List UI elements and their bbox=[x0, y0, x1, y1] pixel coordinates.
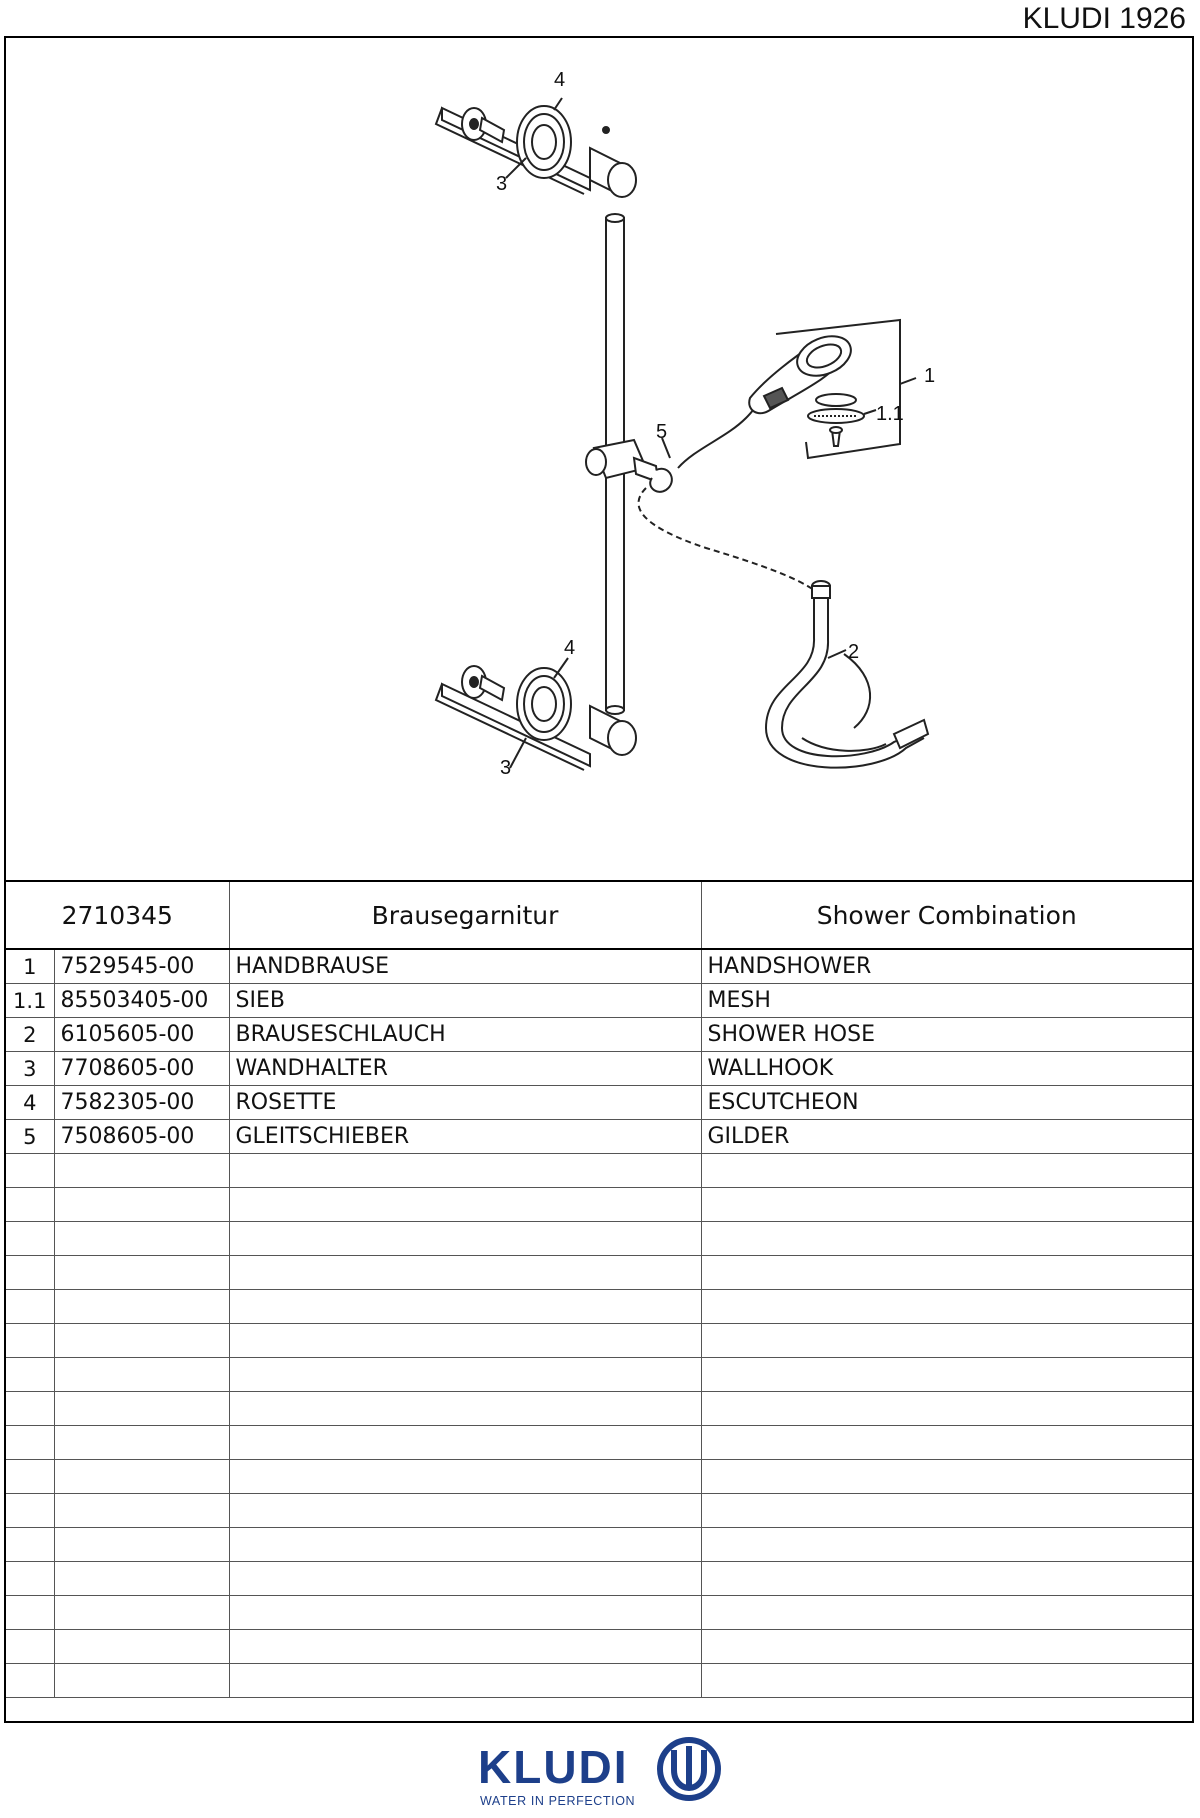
parts-table bbox=[6, 880, 1192, 1698]
item-name-de: WANDHALTER bbox=[229, 1052, 701, 1086]
empty-cell bbox=[229, 1562, 701, 1596]
callout-4-top: 4 bbox=[554, 69, 566, 91]
empty-cell bbox=[229, 1528, 701, 1562]
empty-cell bbox=[6, 1154, 54, 1188]
empty-cell bbox=[701, 1154, 1192, 1188]
callout-4-bottom: 4 bbox=[564, 637, 576, 659]
top-wallhook-icon bbox=[590, 127, 636, 197]
table-row bbox=[6, 1052, 1192, 1086]
empty-cell bbox=[701, 1290, 1192, 1324]
table-row bbox=[6, 949, 1192, 984]
empty-cell bbox=[6, 1562, 54, 1596]
empty-cell bbox=[701, 1188, 1192, 1222]
empty-cell bbox=[229, 1256, 701, 1290]
item-name-de: ROSETTE bbox=[229, 1086, 701, 1120]
document-title: KLUDI 1926 bbox=[1022, 2, 1186, 35]
table-row bbox=[6, 1086, 1192, 1120]
empty-cell bbox=[701, 1324, 1192, 1358]
empty-table-row bbox=[6, 1630, 1192, 1664]
empty-cell bbox=[701, 1256, 1192, 1290]
empty-table-row bbox=[6, 1256, 1192, 1290]
empty-cell bbox=[54, 1256, 229, 1290]
item-number: 7582305-00 bbox=[54, 1086, 229, 1120]
item-name-en: ESCUTCHEON bbox=[701, 1086, 1192, 1120]
empty-cell bbox=[54, 1528, 229, 1562]
mesh-icon bbox=[808, 394, 864, 446]
empty-cell bbox=[6, 1358, 54, 1392]
empty-cell bbox=[54, 1290, 229, 1324]
table-row bbox=[6, 1120, 1192, 1154]
product-name-de: Brausegarnitur bbox=[229, 881, 701, 949]
item-number: 85503405-00 bbox=[54, 984, 229, 1018]
item-name-de: GLEITSCHIEBER bbox=[229, 1120, 701, 1154]
empty-cell bbox=[54, 1494, 229, 1528]
callout-3-bottom: 3 bbox=[500, 757, 512, 779]
item-position: 2 bbox=[6, 1018, 54, 1052]
empty-cell bbox=[229, 1188, 701, 1222]
kludi-logo bbox=[478, 1736, 728, 1816]
logo-tagline: WATER IN PERFECTION bbox=[480, 1794, 636, 1808]
parts-table-header bbox=[6, 881, 1192, 949]
empty-cell bbox=[6, 1494, 54, 1528]
empty-cell bbox=[54, 1630, 229, 1664]
item-name-en: SHOWER HOSE bbox=[701, 1018, 1192, 1052]
empty-table-row bbox=[6, 1426, 1192, 1460]
item-number: 7708605-00 bbox=[54, 1052, 229, 1086]
exploded-view-drawing bbox=[6, 38, 1192, 880]
empty-cell bbox=[229, 1494, 701, 1528]
empty-table-row bbox=[6, 1392, 1192, 1426]
empty-cell bbox=[54, 1358, 229, 1392]
empty-cell bbox=[701, 1460, 1192, 1494]
empty-cell bbox=[229, 1664, 701, 1698]
item-name-de: HANDBRAUSE bbox=[229, 949, 701, 984]
empty-cell bbox=[701, 1664, 1192, 1698]
item-name-de: BRAUSESCHLAUCH bbox=[229, 1018, 701, 1052]
item-position: 1 bbox=[6, 949, 54, 984]
empty-cell bbox=[6, 1222, 54, 1256]
empty-cell bbox=[701, 1494, 1192, 1528]
empty-cell bbox=[54, 1562, 229, 1596]
bottom-rosette-icon bbox=[517, 668, 571, 740]
empty-table-row bbox=[6, 1358, 1192, 1392]
empty-cell bbox=[701, 1426, 1192, 1460]
item-name-en: HANDSHOWER bbox=[701, 949, 1192, 984]
item-position: 5 bbox=[6, 1120, 54, 1154]
empty-cell bbox=[6, 1256, 54, 1290]
empty-cell bbox=[54, 1460, 229, 1494]
empty-cell bbox=[229, 1358, 701, 1392]
empty-table-row bbox=[6, 1290, 1192, 1324]
empty-table-row bbox=[6, 1528, 1192, 1562]
empty-cell bbox=[6, 1392, 54, 1426]
empty-cell bbox=[6, 1460, 54, 1494]
article-number: 2710345 bbox=[6, 881, 229, 949]
empty-cell bbox=[229, 1222, 701, 1256]
empty-table-row bbox=[6, 1664, 1192, 1698]
top-rosette-icon bbox=[517, 106, 571, 178]
item-position: 3 bbox=[6, 1052, 54, 1086]
callout-3-top: 3 bbox=[496, 173, 508, 195]
callout-5: 5 bbox=[656, 421, 668, 443]
empty-cell bbox=[701, 1562, 1192, 1596]
empty-cell bbox=[54, 1222, 229, 1256]
item-number: 7529545-00 bbox=[54, 949, 229, 984]
empty-cell bbox=[229, 1392, 701, 1426]
empty-cell bbox=[54, 1154, 229, 1188]
empty-cell bbox=[229, 1596, 701, 1630]
exploded-view-svg bbox=[6, 38, 1192, 880]
item-name-en: WALLHOOK bbox=[701, 1052, 1192, 1086]
logo-wordmark: KLUDI bbox=[478, 1741, 629, 1793]
empty-cell bbox=[54, 1392, 229, 1426]
table-row bbox=[6, 984, 1192, 1018]
bottom-wall-mount-icon bbox=[462, 666, 504, 700]
empty-cell bbox=[6, 1426, 54, 1460]
shower-hose-icon bbox=[766, 581, 928, 768]
empty-cell bbox=[701, 1528, 1192, 1562]
empty-cell bbox=[54, 1324, 229, 1358]
empty-cell bbox=[229, 1324, 701, 1358]
item-name-de: SIEB bbox=[229, 984, 701, 1018]
empty-cell bbox=[6, 1596, 54, 1630]
empty-cell bbox=[6, 1290, 54, 1324]
empty-table-row bbox=[6, 1188, 1192, 1222]
product-name-en: Shower Combination bbox=[701, 881, 1192, 949]
empty-table-row bbox=[6, 1154, 1192, 1188]
empty-cell bbox=[229, 1290, 701, 1324]
table-row bbox=[6, 1018, 1192, 1052]
empty-cell bbox=[701, 1596, 1192, 1630]
empty-table-row bbox=[6, 1494, 1192, 1528]
empty-cell bbox=[229, 1426, 701, 1460]
drawing-frame bbox=[4, 36, 1194, 1723]
empty-table-row bbox=[6, 1562, 1192, 1596]
empty-table-row bbox=[6, 1596, 1192, 1630]
item-name-en: MESH bbox=[701, 984, 1192, 1018]
empty-cell bbox=[701, 1392, 1192, 1426]
empty-cell bbox=[229, 1460, 701, 1494]
empty-cell bbox=[54, 1664, 229, 1698]
empty-cell bbox=[6, 1630, 54, 1664]
empty-table-row bbox=[6, 1460, 1192, 1494]
top-wall-mount-icon bbox=[462, 108, 504, 142]
item-number: 6105605-00 bbox=[54, 1018, 229, 1052]
empty-cell bbox=[54, 1596, 229, 1630]
handshower-group bbox=[749, 320, 900, 458]
empty-cell bbox=[229, 1154, 701, 1188]
item-number: 7508605-00 bbox=[54, 1120, 229, 1154]
callout-1-1: 1.1 bbox=[876, 403, 904, 425]
empty-table-row bbox=[6, 1324, 1192, 1358]
empty-cell bbox=[54, 1188, 229, 1222]
item-name-en: GILDER bbox=[701, 1120, 1192, 1154]
callout-1: 1 bbox=[924, 365, 936, 387]
item-position: 1.1 bbox=[6, 984, 54, 1018]
empty-cell bbox=[6, 1528, 54, 1562]
empty-cell bbox=[54, 1426, 229, 1460]
top-bracket-group bbox=[436, 106, 636, 197]
kludi-emblem-icon bbox=[656, 1736, 722, 1802]
empty-cell bbox=[701, 1358, 1192, 1392]
empty-cell bbox=[229, 1630, 701, 1664]
item-position: 4 bbox=[6, 1086, 54, 1120]
empty-cell bbox=[6, 1188, 54, 1222]
glider-icon bbox=[586, 440, 672, 492]
empty-cell bbox=[6, 1324, 54, 1358]
empty-cell bbox=[701, 1222, 1192, 1256]
callout-2: 2 bbox=[848, 641, 860, 663]
empty-cell bbox=[6, 1664, 54, 1698]
empty-table-row bbox=[6, 1222, 1192, 1256]
empty-cell bbox=[701, 1630, 1192, 1664]
